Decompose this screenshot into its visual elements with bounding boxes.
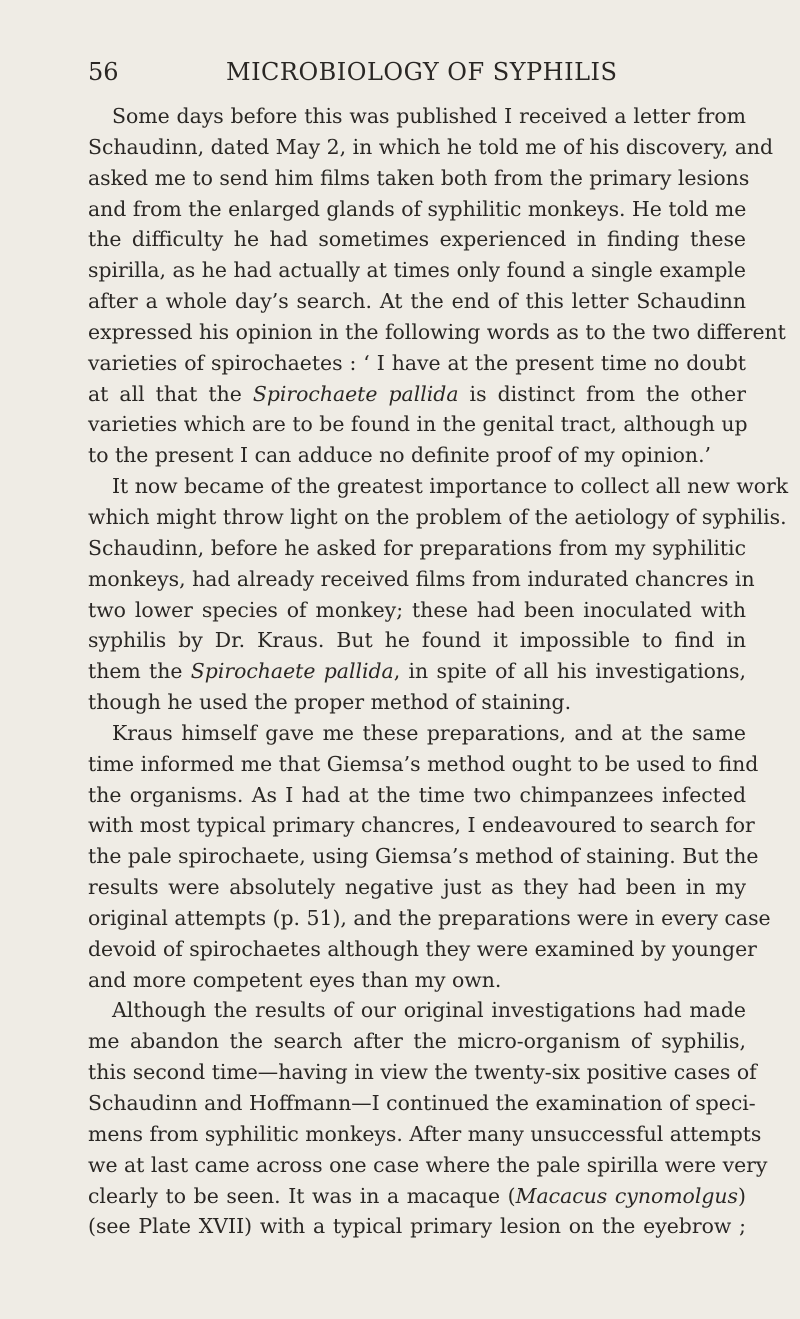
page-number: 56 <box>88 58 119 86</box>
running-head: MICROBIOLOGY OF SYPHILIS <box>226 58 618 86</box>
text-line: with most typical primary chancres, I endeavoured to search for <box>88 813 755 838</box>
text-line: the pale spirochaete, using Giemsa’s method of staining. But the <box>88 844 759 869</box>
text-line: Schaudinn, dated May 2, in which he told me of his discovery, and <box>88 134 774 159</box>
text-line: Kraus himself gave me these preparations, and at the same <box>112 720 746 745</box>
text-line: varieties which are to be found in the genital tract, although up <box>88 412 748 437</box>
text-line: though he used the proper method of staining. <box>88 690 572 715</box>
text-line: Some days before this was published I received a letter from <box>112 104 746 128</box>
text-line: this second time—having in view the twenty-six positive cases of <box>88 1060 757 1085</box>
text-line: original attempts (p. 51), and the preparations were in every case <box>88 905 771 930</box>
text-line: It now became of the greatest importance to collect all new work <box>112 474 789 499</box>
body-text <box>88 101 789 1242</box>
text-line: at all that the Spirochaete pallida is distinct from the other <box>88 381 746 406</box>
text-line: asked me to send him films taken both from the primary lesions <box>88 165 750 190</box>
text-line: Schaudinn, before he asked for preparations from my syphilitic <box>88 535 746 560</box>
text-line: me abandon the search after the micro-organism of syphilis, <box>88 1029 746 1054</box>
text-line: and from the enlarged glands of syphilitic monkeys. He told me <box>88 196 747 221</box>
text-line: varieties of spirochaetes : ‘ I have at the present time no doubt <box>88 350 746 375</box>
text-line: spirilla, as he had actually at times only found a single example <box>88 258 746 283</box>
text-line: them the Spirochaete pallida, in spite of all his investigations, <box>88 659 746 684</box>
text-line: monkeys, had already received films from indurated chancres in <box>88 566 755 591</box>
text-line: Schaudinn and Hoffmann—I continued the examination of speci- <box>88 1091 756 1115</box>
text-line: after a whole day’s search. At the end of this letter Schaudinn <box>88 289 746 314</box>
text-line: and more competent eyes than my own. <box>88 967 502 992</box>
text-line: two lower species of monkey; these had been inoculated with <box>88 597 746 622</box>
text-line: clearly to be seen. It was in a macaque (Macacus cynomolgus) <box>88 1183 746 1208</box>
text-line: mens from syphilitic monkeys. After many unsuccessful attempts <box>88 1121 762 1146</box>
text-line: devoid of spirochaetes although they were examined by younger <box>88 936 757 961</box>
page-header <box>88 58 748 94</box>
text-line: to the present I can adduce no definite proof of my opinion.’ <box>88 443 712 468</box>
text-line: the organisms. As I had at the time two chimpanzees infected <box>88 782 746 807</box>
text-line: (see Plate XVII) with a typical primary lesion on the eyebrow ; <box>88 1214 746 1239</box>
text-line: expressed his opinion in the following words as to the two different <box>88 319 786 344</box>
text-line: results were absolutely negative just as they had been in my <box>88 875 746 900</box>
text-line: which might throw light on the problem of the aetiology of syphilis. <box>88 504 787 529</box>
text-line: we at last came across one case where the pale spirilla were very <box>88 1152 768 1177</box>
text-line: the difficulty he had sometimes experienced in finding these <box>88 227 746 252</box>
text-line: syphilis by Dr. Kraus. But he found it impossible to find in <box>88 628 746 653</box>
text-line: time informed me that Giemsa’s method ought to be used to find <box>88 751 759 776</box>
text-line: Although the results of our original investigations had made <box>112 998 746 1023</box>
